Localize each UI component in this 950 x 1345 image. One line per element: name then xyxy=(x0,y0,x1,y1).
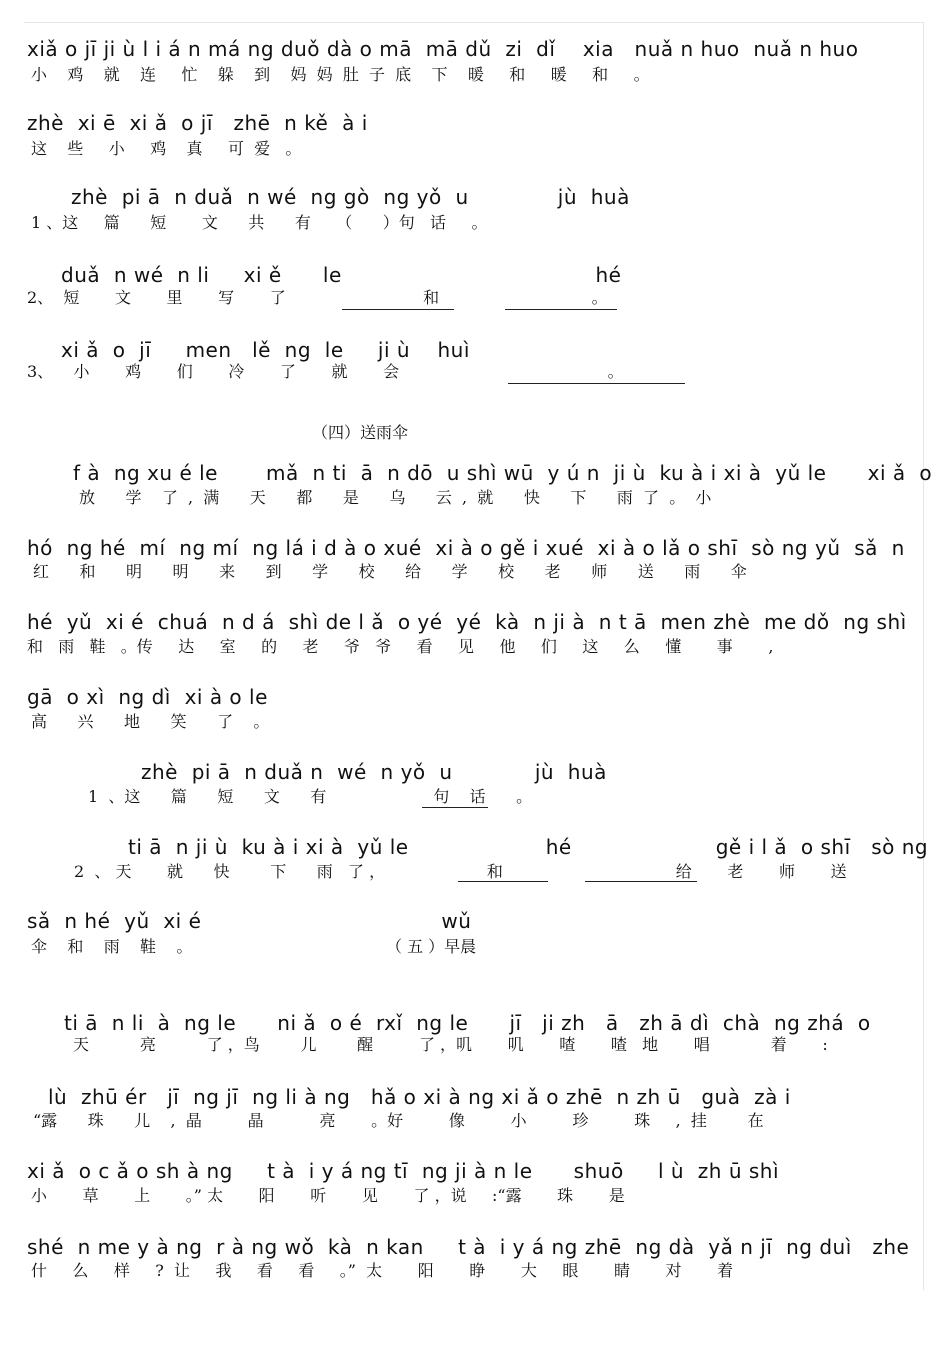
hanzi-line: 放 学 了 , 满 天 都 是 乌 云 , 就 快 下 雨 了 。 小 xyxy=(79,488,712,507)
hanzi-line: 高 兴 地 笑 了 。 xyxy=(31,712,270,731)
page-border-right xyxy=(923,22,924,1290)
pinyin-line: f à ng xu é le mǎ n ti ā n dō u shì wū y ú n ji ù ku à i xi à yǔ le xi ǎ o xyxy=(73,461,933,485)
pinyin-line: hó ng hé mí ng mí ng lá i d à o xué xi à o gě i xué xi à o lǎ o shī sò ng yǔ sǎ n xyxy=(27,536,905,560)
pinyin-line: shé n me y à ng r à ng wǒ kà n kan t à i y á ng zhē ng dà yǎ n jī ng duì zhe xyxy=(27,1235,910,1259)
hanzi-line: 小 鸡 就 连 忙 躲 到 妈 妈 肚 子 底 下 暖 和 暖 和 。 xyxy=(31,65,650,84)
pinyin-line: sǎ n hé yǔ xi é wǔ xyxy=(27,909,472,933)
page-border-top xyxy=(24,22,924,23)
pinyin-line: zhè pi ā n duǎ n wé ng gò ng yǒ u jù huà xyxy=(71,185,630,209)
pinyin-line: lù zhū ér jī ng jī ng li à ng hǎ o xi à ng xi ǎ o zhē n zh ū guà zà i xyxy=(48,1085,791,1109)
hanzi-line: 伞 和 雨 鞋 。 xyxy=(31,937,193,956)
question-line: 2 、 天 就 快 下 雨 了 ， 和 给 老 师 送 xyxy=(74,862,847,881)
answer-blank[interactable] xyxy=(505,309,617,310)
hanzi-line: “露 珠 儿 , 晶 晶 亮 。好 像 小 珍 珠 , 挂 在 xyxy=(33,1111,764,1130)
hanzi-line: 这 些 小 鸡 真 可 爱 。 xyxy=(31,139,302,158)
hanzi-line: 小 草 上 。” 太 阳 听 见 了 ，说 :“露 珠 是 xyxy=(31,1186,625,1205)
answer-blank[interactable] xyxy=(458,881,548,882)
question-line: 2、 短 文 里 写 了 和 。 xyxy=(27,288,608,307)
hanzi-line: 红 和 明 明 来 到 学 校 给 学 校 老 师 送 雨 伞 xyxy=(33,562,747,581)
question-line: 1 、这 篇 短 文 共 有 （ ）句 话 。 xyxy=(31,213,488,232)
pinyin-line: gā o xì ng dì xi à o le xyxy=(27,685,268,709)
hanzi-line: 什 么 样 ? 让 我 看 看 。” 太 阳 睁 大 眼 睛 对 着 xyxy=(31,1261,734,1280)
section-title: （ 五 ）早晨 xyxy=(386,937,477,956)
question-line: 3、 小 鸡 们 冷 了 就 会 。 xyxy=(27,362,624,381)
hanzi-line: 天 亮 了 ，鸟 儿 醒 了 ，叽 叽 喳 喳 地 唱 着 : xyxy=(73,1035,828,1054)
section-title: （四）送雨伞 xyxy=(312,423,409,442)
answer-blank[interactable] xyxy=(342,309,454,310)
pinyin-line: xi ǎ o c ǎ o sh à ng t à i y á ng tī ng ji à n le shuō l ù zh ū shì xyxy=(27,1159,779,1183)
pinyin-line: ti ā n li à ng le ni ǎ o é rxǐ ng le jī ji zh ā zh ā dì chà ng zhá o xyxy=(64,1011,871,1035)
answer-blank[interactable] xyxy=(508,383,685,384)
pinyin-line: zhè pi ā n duǎ n wé n yǒ u jù huà xyxy=(141,760,607,784)
hanzi-line: 和 雨 鞋 。传 达 室 的 老 爷 爷 看 见 他 们 这 么 懂 事 , xyxy=(27,637,774,656)
question-line: 1 、这 篇 短 文 有 句 话 。 xyxy=(88,787,533,806)
pinyin-line: ti ā n ji ù ku à i xi à yǔ le hé gě i l ǎ o shī sò ng xyxy=(128,835,929,859)
pinyin-line: hé yǔ xi é chuá n d á shì de l ǎ o yé yé kà n ji à n t ā men zhè me dǒ ng shì xyxy=(27,610,907,634)
pinyin-line: xi ǎ o jī men lě ng le ji ù huì xyxy=(61,338,470,362)
answer-blank[interactable] xyxy=(422,807,488,808)
pinyin-line: duǎ n wé n li xi ě le hé xyxy=(61,263,622,287)
pinyin-line: xiǎ o jī ji ù l i á n má ng duǒ dà o mā mā dǔ zi dǐ xia nuǎ n huo nuǎ n huo xyxy=(27,37,859,61)
pinyin-line: zhè xi ē xi ǎ o jī zhē n kě à i xyxy=(27,111,368,135)
answer-blank[interactable] xyxy=(585,881,697,882)
